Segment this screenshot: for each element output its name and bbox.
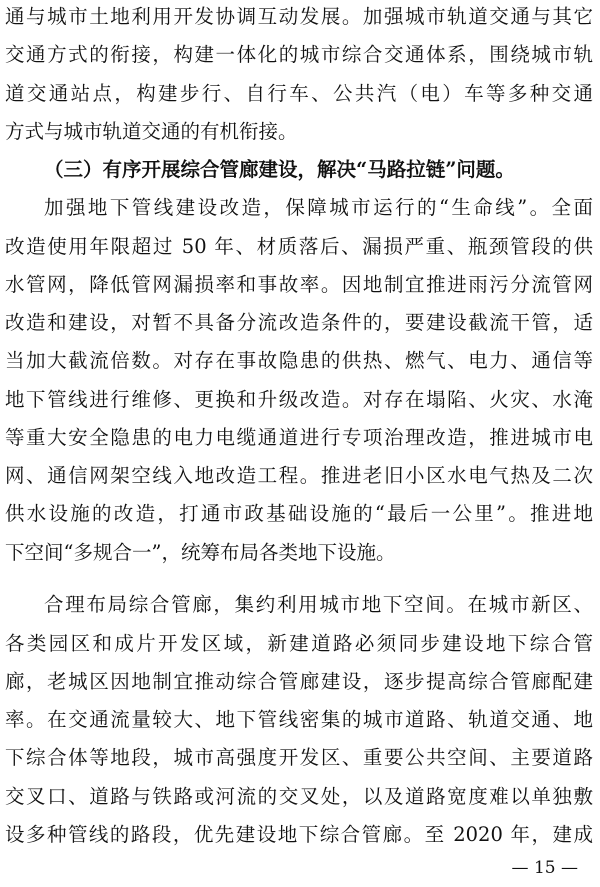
text-line: 合理布局综合管廊，集约利用城市地下空间。在城市新区、: [44, 593, 593, 616]
section-heading: （三）有序开展综合管廊建设，解决“马路拉链”问题。: [44, 158, 515, 181]
text-line: 等重大安全隐患的电力电缆通道进行专项治理改造，推进城市电: [5, 426, 593, 449]
text-line: 方式与城市轨道交通的有机衔接。: [5, 120, 298, 143]
page-number: — 15 —: [511, 858, 578, 878]
text-line: 廊，老城区因地制宜推动综合管廊建设，逐步提高综合管廊配建: [5, 670, 593, 693]
text-line: 网、通信网架空线入地改造工程。推进老旧小区水电气热及二次: [5, 464, 593, 487]
text-line: 加强地下管线建设改造，保障城市运行的“生命线”。全面: [44, 196, 593, 219]
text-line: 改造和建设，对暂不具备分流改造条件的，要建设截流干管，适: [5, 311, 593, 334]
text-line: 各类园区和成片开发区域，新建道路必须同步建设地下综合管: [5, 632, 593, 655]
text-line: 交叉口、道路与铁路或河流的交叉处，以及道路宽度难以单独敷: [5, 785, 593, 808]
text-line: 率。在交通流量较大、地下管线密集的城市道路、轨道交通、地: [5, 708, 593, 731]
text-line: 供水设施的改造，打通市政基础设施的“最后一公里”。推进地: [5, 502, 593, 525]
text-line: 地下管线进行维修、更换和升级改造。对存在塌陷、火灾、水淹: [5, 388, 593, 411]
text-line: 通与城市土地利用开发协调互动发展。加强城市轨道交通与其它: [5, 5, 593, 28]
text-line: 下空间“多规合一”，统筹布局各类地下设施。: [5, 541, 396, 564]
text-line: 道交通站点，构建步行、自行车、公共汽（电）车等多种交通: [5, 82, 593, 105]
text-line: 交通方式的衔接，构建一体化的城市综合交通体系，围绕城市轨: [5, 43, 593, 66]
text-line: 下综合体等地段，城市高强度开发区、重要公共空间、主要道路: [5, 746, 593, 769]
text-line: 改造使用年限超过 50 年、材质落后、漏损严重、瓶颈管段的供: [5, 235, 593, 258]
text-line: 水管网，降低管网漏损率和事故率。因地制宜推进雨污分流管网: [5, 273, 593, 296]
text-line: 当加大截流倍数。对存在事故隐患的供热、燃气、电力、通信等: [5, 349, 593, 372]
text-line: 设多种管线的路段，优先建设地下综合管廊。至 2020 年，建成: [5, 823, 593, 846]
